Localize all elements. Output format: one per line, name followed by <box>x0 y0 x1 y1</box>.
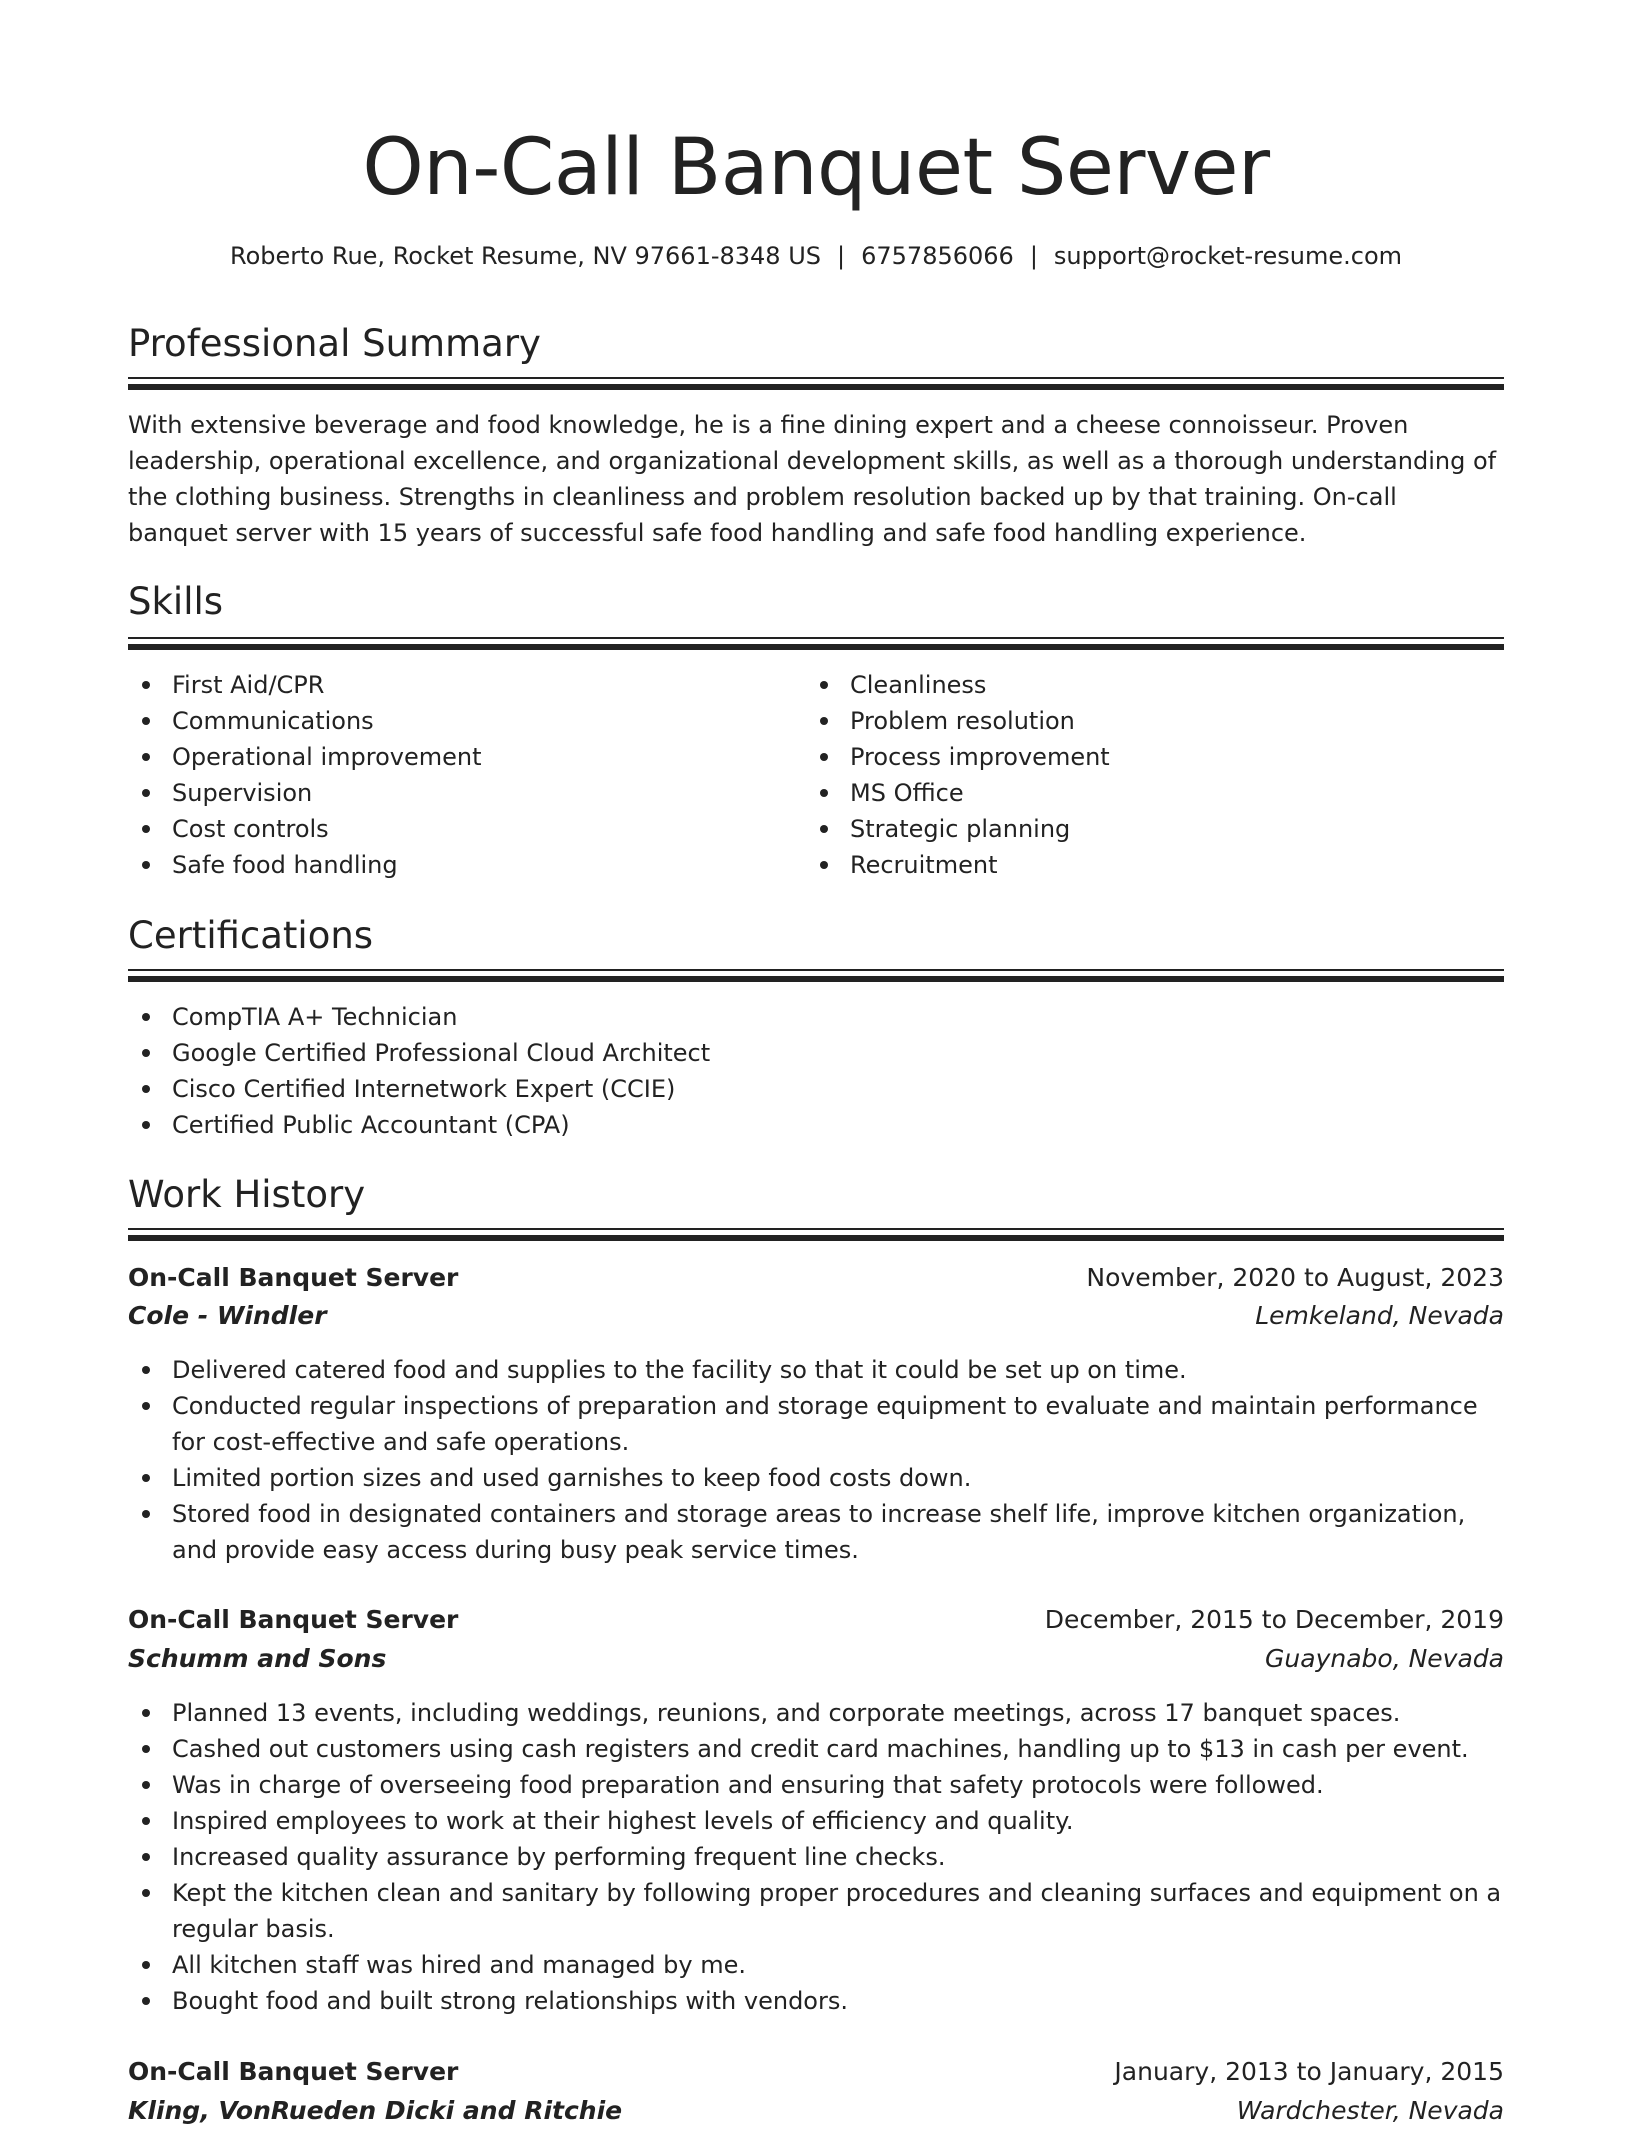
section-heading-skills: Skills <box>128 580 224 623</box>
skill-item: Process improvement <box>850 739 1504 775</box>
contact-separator: | <box>1029 242 1038 270</box>
job-duty-item: Delivered catered food and supplies to the facility so that it could be set up on time. <box>172 1352 1504 1388</box>
skill-item: Communications <box>172 703 792 739</box>
contact-address: Roberto Rue, Rocket Resume, NV 97661-8348 US <box>229 242 822 270</box>
section-divider <box>128 969 1504 983</box>
skill-item: Recruitment <box>850 847 1504 883</box>
section-divider <box>128 377 1504 391</box>
job-location: Guaynabo, Nevada <box>1265 1644 1504 1673</box>
skills-list-right <box>806 667 1504 883</box>
contact-phone: 6757856066 <box>861 242 1014 270</box>
job-subheader <box>128 2092 1504 2130</box>
job-subheader <box>128 1297 1504 1335</box>
skills-list-left <box>128 667 792 883</box>
job-duty-item: Stored food in designated containers and storage areas to increase shelf life, improve kitchen organization, and provide easy access during busy peak service times. <box>172 1496 1504 1568</box>
job-company: Kling, VonRueden Dicki and Ritchie <box>128 2096 623 2125</box>
job-dates: January, 2013 to January, 2015 <box>1114 2057 1504 2086</box>
skill-item: Cost controls <box>172 811 792 847</box>
section-heading-summary: Professional Summary <box>128 322 541 365</box>
job-header <box>128 2053 1504 2091</box>
job-duty-item: Bought food and built strong relationships with vendors. <box>172 1983 1504 2019</box>
resume-title: On-Call Banquet Server <box>362 123 1270 213</box>
job-duty-item: Kept the kitchen clean and sanitary by following proper procedures and cleaning surfaces and equipment on a regular basis. <box>172 1875 1504 1947</box>
summary-text: With extensive beverage and food knowledge, he is a fine dining expert and a cheese connoisseur. Proven leadership, operational excellence, and organizational development skills, as well as a thorough understanding of the clothing business. Strengths in cleanliness and problem resolution backed up by that training. On-call banquet server with 15 years of successful safe food handling and safe food handling experience. <box>128 411 1497 547</box>
job-header <box>128 1259 1504 1297</box>
skill-item: Supervision <box>172 775 792 811</box>
contact-line <box>128 238 1504 274</box>
job-company: Cole - Windler <box>128 1301 327 1330</box>
certification-item: Google Certified Professional Cloud Architect <box>172 1035 1504 1071</box>
section-heading-work-history: Work History <box>128 1173 366 1216</box>
job-title: On-Call Banquet Server <box>128 1605 459 1634</box>
contact-separator: | <box>837 242 846 270</box>
section-heading-certifications: Certifications <box>128 914 374 957</box>
job-duty-item: Limited portion sizes and used garnishes to keep food costs down. <box>172 1460 1504 1496</box>
skill-item: Operational improvement <box>172 739 792 775</box>
job-duty-item: Increased quality assurance by performing frequent line checks. <box>172 1839 1504 1875</box>
job-duties-list <box>128 1352 1504 1568</box>
certification-item: Certified Public Accountant (CPA) <box>172 1107 1504 1143</box>
job-duties-list <box>128 1695 1504 2019</box>
section-divider <box>128 637 1504 651</box>
job-duty-item: Was in charge of overseeing food preparation and ensuring that safety protocols were followed. <box>172 1767 1504 1803</box>
certifications-list <box>128 999 1504 1143</box>
job-location: Lemkeland, Nevada <box>1255 1301 1504 1330</box>
job-duty-item: Conducted regular inspections of preparation and storage equipment to evaluate and maintain performance for cost-effective and safe operations. <box>172 1388 1504 1460</box>
skill-item: Strategic planning <box>850 811 1504 847</box>
job-duty-item: Planned 13 events, including weddings, reunions, and corporate meetings, across 17 banquet spaces. <box>172 1695 1504 1731</box>
job-title: On-Call Banquet Server <box>128 1263 459 1292</box>
job-dates: December, 2015 to December, 2019 <box>1044 1605 1504 1634</box>
certification-item: Cisco Certified Internetwork Expert (CCIE) <box>172 1071 1504 1107</box>
contact-email: support@rocket-resume.com <box>1053 242 1402 270</box>
skill-item: First Aid/CPR <box>172 667 792 703</box>
job-company: Schumm and Sons <box>128 1644 387 1673</box>
certification-item: CompTIA A+ Technician <box>172 999 1504 1035</box>
job-subheader <box>128 1640 1504 1678</box>
job-duty-item: Cashed out customers using cash registers and credit card machines, handling up to $13 in cash per event. <box>172 1731 1504 1767</box>
skill-item: Safe food handling <box>172 847 792 883</box>
skill-item: MS Office <box>850 775 1504 811</box>
skill-item: Cleanliness <box>850 667 1504 703</box>
job-location: Wardchester, Nevada <box>1236 2096 1504 2125</box>
job-dates: November, 2020 to August, 2023 <box>1086 1263 1504 1292</box>
section-divider <box>128 1228 1504 1242</box>
job-header <box>128 1601 1504 1639</box>
job-duty-item: All kitchen staff was hired and managed by me. <box>172 1947 1504 1983</box>
job-duty-item: Inspired employees to work at their highest levels of efficiency and quality. <box>172 1803 1504 1839</box>
skill-item: Problem resolution <box>850 703 1504 739</box>
job-title: On-Call Banquet Server <box>128 2057 459 2086</box>
